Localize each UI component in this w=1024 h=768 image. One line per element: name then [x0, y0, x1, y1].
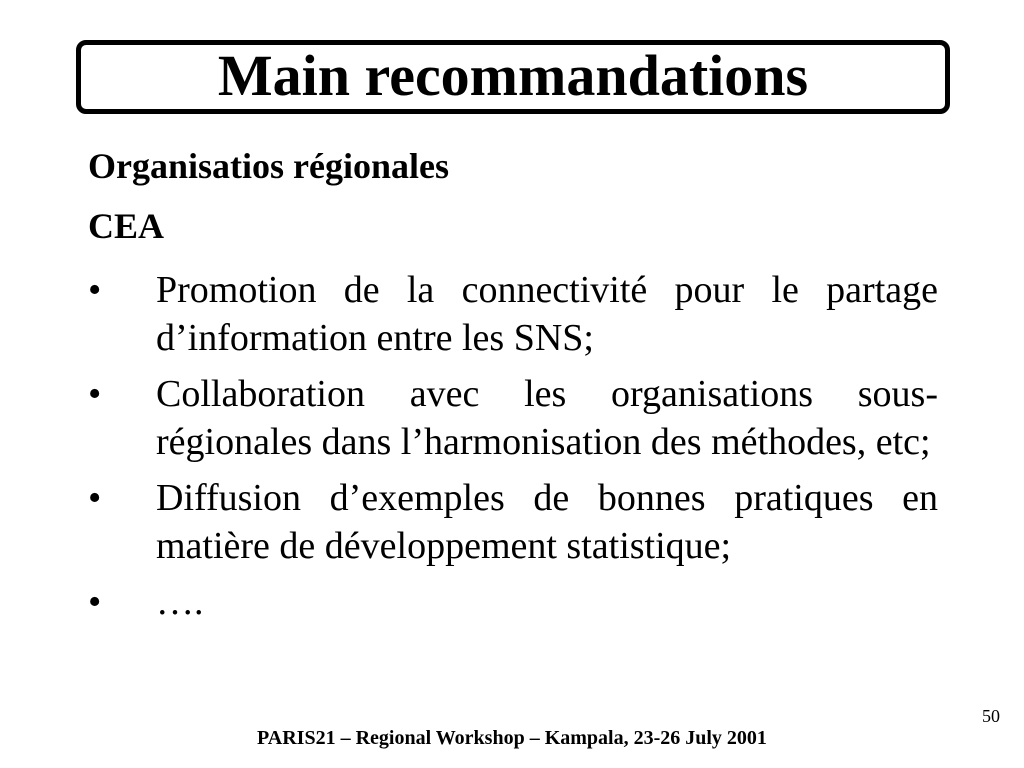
bullet-item [88, 474, 938, 570]
bullet-text: …. [156, 581, 204, 623]
bullet-item [88, 266, 938, 362]
footer: PARIS21 – Regional Workshop – Kampala, 23-26 July 2001 [257, 727, 767, 749]
section-heading: CEA [88, 206, 165, 246]
bullet-icon: • [88, 373, 102, 415]
bullet-list [88, 266, 938, 634]
subheading: Organisatios régionales [88, 146, 449, 186]
bullet-icon: • [88, 581, 102, 623]
page-number: 50 [982, 706, 1000, 726]
bullet-icon: • [88, 269, 102, 311]
bullet-text: Promotion de la connectivité pour le partage d’information entre les SNS; [156, 269, 938, 359]
slide-title: Main recommandations [217, 43, 809, 108]
bullet-icon: • [88, 477, 102, 519]
bullet-text: Collaboration avec les organisations sous-régionales dans l’harmonisation des méthodes, etc; [156, 373, 938, 463]
title-box [76, 40, 950, 114]
bullet-text: Diffusion d’exemples de bonnes pratiques en matière de développement statistique; [156, 477, 938, 567]
bullet-item [88, 370, 938, 466]
bullet-item [88, 578, 938, 626]
